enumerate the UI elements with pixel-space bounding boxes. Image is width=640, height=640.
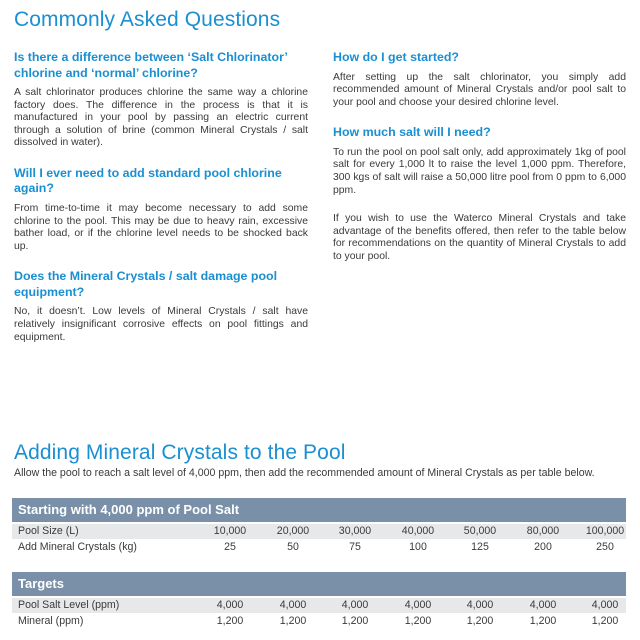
faq-answer: To run the pool on pool salt only, add approximately 1kg of pool salt for every 1,000 lt to raise the level 1,000 ppm. Therefore, 300 kgs of salt will raise a 50,000 litre pool from 0 ppm to 6,000 ppm.: [333, 146, 626, 196]
table-cell: 75: [349, 541, 361, 553]
table-cell: 100: [409, 541, 427, 553]
table-row: [12, 540, 626, 555]
faq-question: Is there a difference between ‘Salt Chlorinator’ chlorine and ‘normal’ chlorine?: [14, 50, 288, 80]
table-cell: 1,200: [216, 615, 244, 627]
table-cell: 10,000: [213, 525, 247, 537]
table-cell: 1,200: [466, 615, 494, 627]
table-cell: 4,000: [279, 599, 307, 611]
adding-intro: Allow the pool to reach a salt level of 4,000 ppm, then add the recommended amount of Mineral Crystals as per table below.: [14, 467, 595, 479]
table-cell: 40,000: [401, 525, 435, 537]
table-cell: 4,000: [216, 599, 244, 611]
table-cell: 1,200: [591, 615, 619, 627]
table-cell: 50: [287, 541, 299, 553]
table-cell: 80,000: [526, 525, 560, 537]
row-label: Pool Size (L): [18, 525, 79, 537]
table-cell: 30,000: [338, 525, 372, 537]
row-label: Pool Salt Level (ppm): [18, 599, 120, 611]
faq-question: How much salt will I need?: [333, 125, 491, 140]
row-label: Mineral (ppm): [18, 615, 84, 627]
faq-question: Will I ever need to add standard pool chlorine again?: [14, 165, 282, 196]
table-cell: 1,200: [279, 615, 307, 627]
table-cell: 200: [534, 541, 552, 553]
table-cell: 50,000: [463, 525, 497, 537]
table-header-starting: Starting with 4,000 ppm of Pool Salt: [12, 498, 626, 522]
adding-title: Adding Mineral Crystals to the Pool: [14, 441, 346, 464]
table-cell: 4,000: [404, 599, 432, 611]
table-cell: 250: [596, 541, 614, 553]
faq-answer-continued: If you wish to use the Waterco Mineral Crystals and take advantage of the benefits offered, then refer to the table below for recommendations on the quantity of Mineral Crystals to add to your pool.: [333, 213, 626, 262]
table-cell: 4,000: [529, 599, 557, 611]
table-cell: 4,000: [341, 599, 369, 611]
faq-answer: A salt chlorinator produces chlorine the same way a chlorine factory does. The difference in the process is that it is manufactured in your pool by passing an electric current through a solution of brine (common Mineral Crystals / salt dissolved in water).: [14, 87, 308, 149]
table-cell: 1,200: [404, 615, 432, 627]
table-cell: 25: [224, 541, 236, 553]
table-header-targets: Targets: [12, 572, 626, 596]
table-cell: 100,000: [585, 525, 625, 537]
table-row: [12, 614, 626, 629]
table-cell: 4,000: [591, 599, 619, 611]
faq-right-column: [333, 50, 626, 264]
faq-question: How do I get started?: [333, 50, 459, 64]
table-row: [12, 598, 626, 613]
table-cell: 1,200: [341, 615, 369, 627]
faq-answer: From time-to-time it may become necessary to add some chlorine to the pool. This may be due to heavy rain, excessive bather load, or if the chlorine level needs to be shocked back up.: [14, 202, 308, 252]
table-cell: 125: [471, 541, 489, 553]
faq-question: Does the Mineral Crystals / salt damage pool equipment?: [14, 269, 278, 299]
faq-answer: After setting up the salt chlorinator, you simply add recommended amount of Mineral Crystals and/or pool salt to your pool and choose your desired chlorine level.: [333, 71, 626, 108]
table-cell: 4,000: [466, 599, 494, 611]
faq-left-column: [14, 50, 308, 344]
table-row: [12, 524, 626, 539]
faq-answer: No, it doesn’t. Low levels of Mineral Crystals / salt have relatively insignificant corrosive effects on pool fittings and equipment.: [14, 306, 308, 343]
table-cell: 1,200: [529, 615, 557, 627]
faq-title: Commonly Asked Questions: [14, 8, 281, 31]
row-label: Add Mineral Crystals (kg): [18, 541, 137, 553]
table-cell: 20,000: [276, 525, 310, 537]
